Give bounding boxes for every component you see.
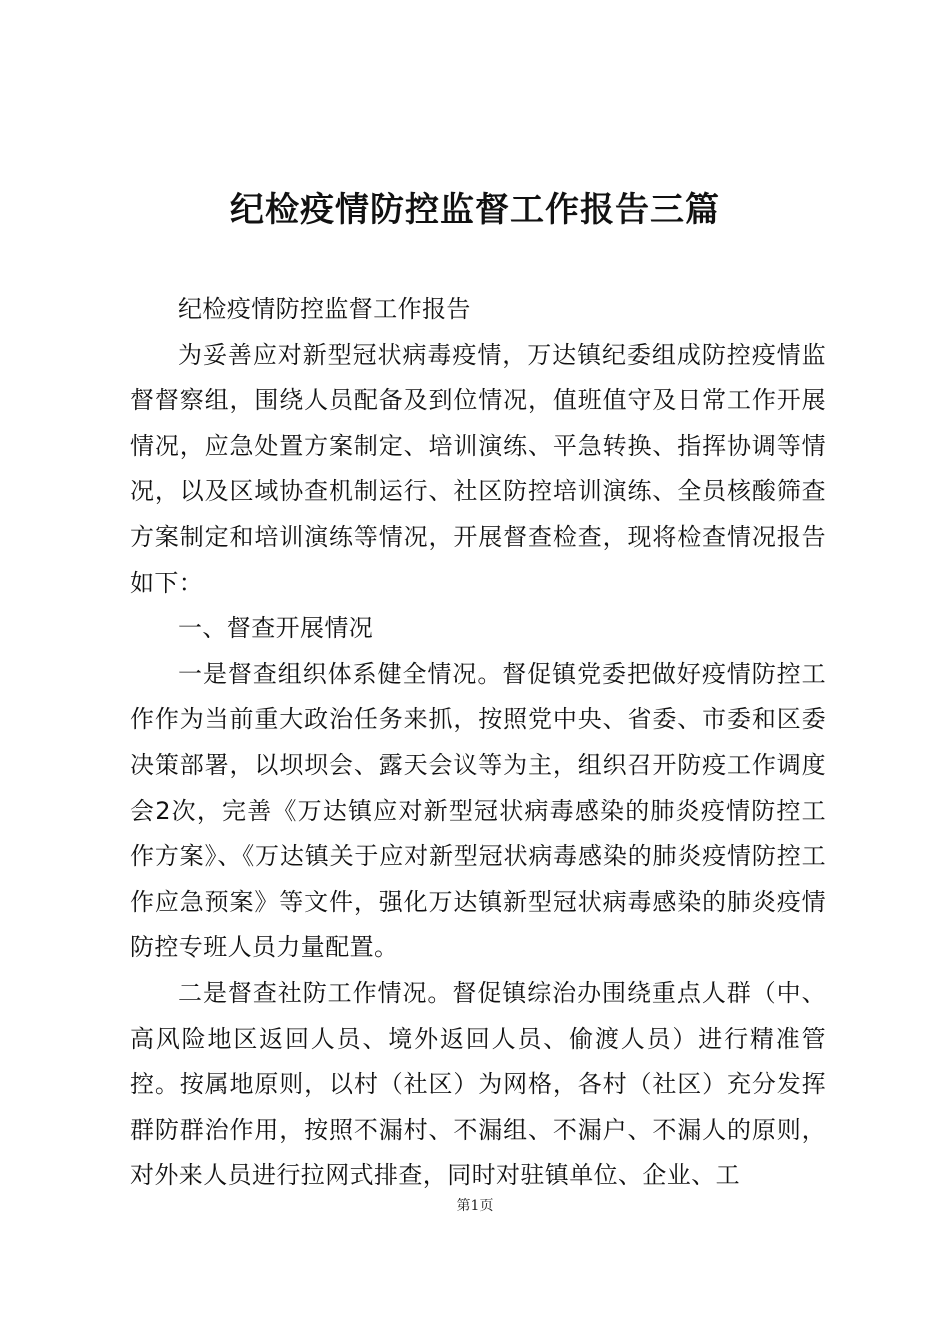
paragraph-organization: 一是督查组织体系健全情况。督促镇党委把做好疫情防控工作作为当前重大政治任务来抓，按照党中央、省委、市委和区委决策部署，以坝坝会、露天会议等为主，组织召开防疫工作调度会2次，完善《万达镇应对新型冠状病毒感染的肺炎疫情防控工作方案》、《万达镇关于应对新型冠状病毒感染的肺炎疫情防控工作应急预案》等文件，强化万达镇新型冠状病毒感染的肺炎疫情防控专班人员力量配置。: [130, 659, 826, 962]
document-title: 纪检疫情防控监督工作报告三篇: [230, 190, 720, 230]
section-heading: 一、督查开展情况: [178, 614, 374, 643]
paragraph-community-defense: 二是督查社防工作情况。督促镇综治办围绕重点人群（中、高风险地区返回人员、境外返回人员、偷渡人员）进行精准管控。按属地原则，以村（社区）为网格，各村（社区）充分发挥群防群治作用，按照不漏村、不漏组、不漏户、不漏人的原则，对外来人员进行拉网式排查，同时对驻镇单位、企业、工: [130, 978, 826, 1190]
page-number: 第1页: [456, 1198, 494, 1214]
intro-paragraph: 为妥善应对新型冠状病毒疫情，万达镇纪委组成防控疫情监督督察组，围绕人员配备及到位情况，值班值守及日常工作开展情况，应急处置方案制定、培训演练、平急转换、指挥协调等情况，以及区域协查机制运行、社区防控培训演练、全员核酸筛查方案制定和培训演练等情况，开展督查检查，现将检查情况报告如下：: [130, 340, 826, 597]
document-body: [130, 287, 826, 1199]
report-subtitle: 纪检疫情防控监督工作报告: [178, 295, 471, 323]
